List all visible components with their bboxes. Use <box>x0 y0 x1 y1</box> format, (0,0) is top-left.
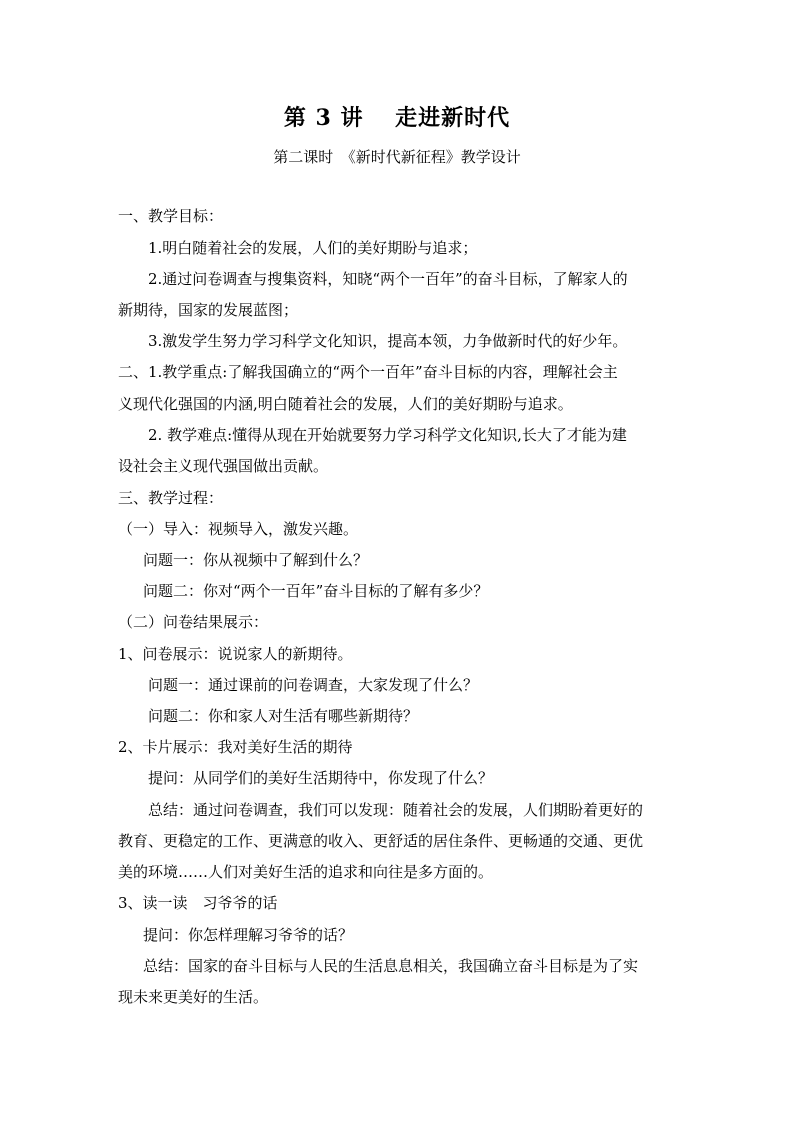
item-heading: 3、读一读 习爷爷的话 <box>118 894 278 912</box>
page-subtitle: 第二课时 《新时代新征程》教学设计 <box>273 148 521 166</box>
section-heading: 三、教学过程： <box>118 489 224 507</box>
page-title: 第 3 讲 走进新时代 <box>283 105 511 131</box>
paragraph-line: 总结：国家的奋斗目标与人民的生活息息相关，我国确立奋斗目标是为了实 <box>143 957 639 975</box>
paragraph-line: 教育、更稳定的工作、更满意的收入、更舒适的居住条件、更畅通的交通、更优 <box>118 832 644 850</box>
paragraph-line: 1.明白随着社会的发展，人们的美好期盼与追求； <box>148 239 478 257</box>
subsection-heading: （一）导入：视频导入，激发兴趣。 <box>118 520 359 538</box>
paragraph-line: 2.通过问卷调查与搜集资料，知晓“两个一百年”的奋斗目标，了解家人的 <box>148 270 628 288</box>
paragraph-line: 3.激发学生努力学习科学文化知识，提高本领，力争做新时代的好少年。 <box>148 332 628 350</box>
section-heading: 二、1.教学重点:了解我国确立的“两个一百年”奋斗目标的内容，理解社会主 <box>118 363 618 381</box>
question-line: 问题二：你对“两个一百年”奋斗目标的了解有多少？ <box>143 582 489 600</box>
question-line: 问题一：通过课前的问卷调查，大家发现了什么？ <box>148 676 479 694</box>
question-line: 问题一：你从视频中了解到什么？ <box>143 551 369 569</box>
item-heading: 1、问卷展示：说说家人的新期待。 <box>118 645 353 663</box>
subsection-heading: （二）问卷结果展示： <box>118 613 269 631</box>
paragraph-line: 设社会主义现代强国做出贡献。 <box>118 457 329 475</box>
paragraph-line: 总结：通过问卷调查，我们可以发现：随着社会的发展，人们期盼着更好的 <box>148 801 644 819</box>
section-heading: 一、教学目标： <box>118 207 224 225</box>
paragraph-line: 义现代化强国的内涵,明白随着社会的发展，人们的美好期盼与追求。 <box>118 395 573 413</box>
paragraph-line: 美的环境……人们对美好生活的追求和向往是多方面的。 <box>118 863 494 881</box>
paragraph-line: 2. 教学难点:懂得从现在开始就要努力学习科学文化知识,长大了才能为建 <box>148 426 627 444</box>
item-heading: 2、卡片展示：我对美好生活的期待 <box>118 738 353 756</box>
question-line: 问题二：你和家人对生活有哪些新期待？ <box>148 707 419 725</box>
question-line: 提问：从同学们的美好生活期待中，你发现了什么？ <box>148 769 494 787</box>
question-line: 提问：你怎样理解习爷爷的话？ <box>143 926 354 944</box>
paragraph-line: 新期待，国家的发展蓝图； <box>118 301 299 319</box>
paragraph-line: 现未来更美好的生活。 <box>118 988 269 1006</box>
